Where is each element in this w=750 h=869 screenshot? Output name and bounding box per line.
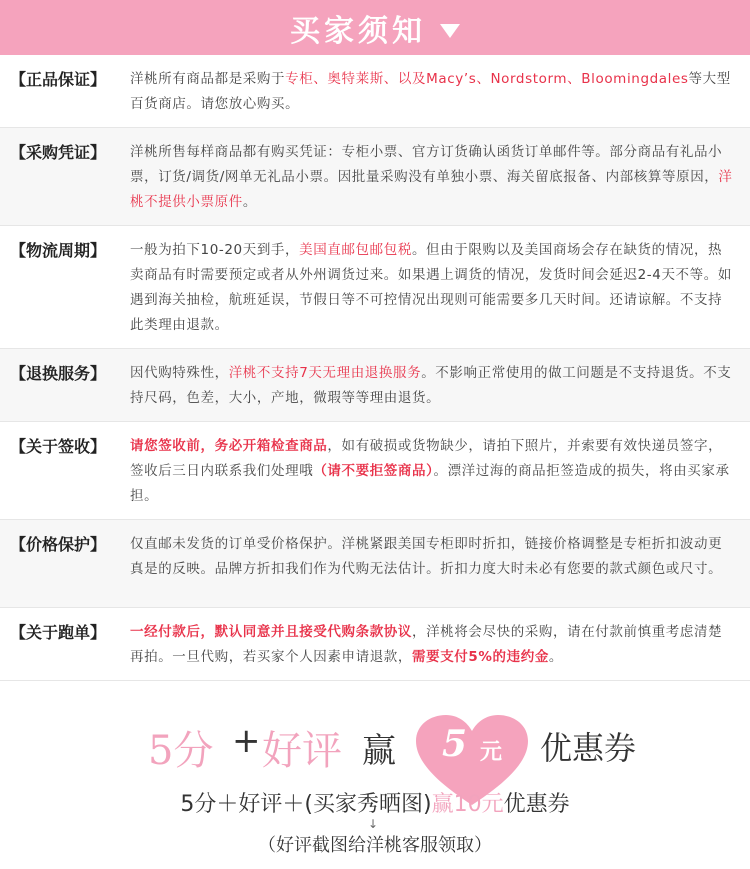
promo-win: 赢 xyxy=(362,731,396,771)
rule-title: 【退换服务】 xyxy=(10,364,107,383)
rule-highlight: 美国直邮包邮包税 xyxy=(299,242,412,258)
rule-title: 【价格保护】 xyxy=(10,535,107,554)
rule-segment: 。但由于限购以及美国商场会存在缺货的情况，热卖商品有时需要预定或者从外州调货过来。如果遇上调货的情况，发货时间会延迟2-4天不等。如遇到海关抽检，航班延误，节假日等不可控情况出现则可能需要多几天时间。还请谅解。不支持此类理由退款。 xyxy=(130,242,732,333)
rule-text xyxy=(130,140,734,215)
review-promo xyxy=(0,681,750,869)
rule-highlight: 请您签收前，务必开箱检查商品 xyxy=(130,438,328,454)
rule-highlight: （请不要拒签商品） xyxy=(313,463,434,479)
promo-good-review: 好评 xyxy=(262,728,342,774)
rule-highlight: 需要支付5%的违约金 xyxy=(412,649,549,665)
rule-text xyxy=(130,434,734,509)
rules-list xyxy=(0,55,750,681)
rule-returns xyxy=(0,349,750,422)
rule-highlight: 洋桃不提供小票原件 xyxy=(130,169,733,210)
rule-segment: 一般为拍下10-20天到手， xyxy=(130,242,300,258)
rule-segment: 洋桃所有商品都是采购于 xyxy=(130,71,286,87)
rule-text xyxy=(130,532,734,582)
promo-detail xyxy=(0,787,750,818)
rule-text xyxy=(130,238,734,338)
heart-amount: 5 xyxy=(442,723,468,765)
rule-highlight: 一经付款后，默认同意并且接受代购条款协议 xyxy=(130,624,412,640)
heart-unit: 元 xyxy=(480,740,503,765)
rule-text xyxy=(130,620,734,670)
rule-logistics xyxy=(0,226,750,349)
rule-highlight: 洋桃不支持7天无理由退换服务 xyxy=(228,365,422,381)
chevron-down-icon xyxy=(440,24,460,38)
rule-segment: 仅直邮未发货的订单受价格保护。洋桃紧跟美国专柜即时折扣，链接价格调整是专柜折扣波动更真是的反映。品牌方折扣我们作为代购无法估计。折扣力度大时未必有您要的款式颜色或尺寸。 xyxy=(130,536,723,577)
rule-title: 【关于签收】 xyxy=(10,437,107,456)
rule-genuine xyxy=(0,55,750,128)
rule-title: 【采购凭证】 xyxy=(10,143,107,162)
rule-price-protection xyxy=(0,520,750,608)
promo-detail-b: 赢10元 xyxy=(431,792,504,817)
rule-title: 【正品保证】 xyxy=(10,70,107,89)
rule-title: 【物流周期】 xyxy=(10,241,107,260)
promo-coupon: 优惠券 xyxy=(540,729,637,767)
promo-headline xyxy=(0,713,750,793)
header-bar xyxy=(0,0,750,55)
promo-detail-c: 优惠券 xyxy=(503,792,570,817)
rule-purchase-proof xyxy=(0,128,750,226)
rule-segment: ，洋桃将会尽快的采购，请在付款前慎重考虑清楚再拍。一旦代购，若买家个人因素申请退款， xyxy=(130,624,723,665)
promo-five-stars: 5分 xyxy=(148,728,214,774)
rule-segment: 。漂洋过海的商品拒签造成的损失，将由买家承担。 xyxy=(130,463,730,504)
rule-segment: ，如有破损或货物缺少，请拍下照片，并索要有效快递员签字，签收后三日内联系我们处理哦 xyxy=(130,438,723,479)
rule-segment: 。 xyxy=(242,194,257,210)
rule-segment: 。不影响正常使用的做工问题是不支持退货。不支持尺码，色差，大小，产地，微瑕等等理由退货。 xyxy=(130,365,732,406)
rule-segment: 因代购特殊性， xyxy=(130,365,229,381)
arrow-down-icon: ↓ xyxy=(368,817,379,831)
rule-title: 【关于跑单】 xyxy=(10,623,107,642)
rule-text xyxy=(130,361,734,411)
promo-instructions: （好评截图给洋桃客服领取） xyxy=(258,835,492,856)
rule-segment: 洋桃所售每样商品都有购买凭证：专柜小票、官方订货确认函货订单邮件等。部分商品有礼品小票，订货/调货/网单无礼品小票。因批量采购没有单独小票、海关留底报备、内部核算等原因， xyxy=(130,144,723,185)
promo-plus: + xyxy=(232,721,261,761)
rule-signing xyxy=(0,422,750,520)
page-title: 买家须知 xyxy=(290,13,426,49)
promo-detail-a: 5分＋好评＋(买家秀晒图) xyxy=(180,792,432,817)
rule-segment: 等大型百货商店。请您放心购买。 xyxy=(130,71,731,112)
rule-text xyxy=(130,67,734,117)
rule-order-abandon xyxy=(0,608,750,681)
rule-segment: 。 xyxy=(548,649,564,665)
rule-highlight: 专柜、奥特莱斯、以及Macy’s、Nordstorm、Bloomingdales xyxy=(285,71,689,87)
